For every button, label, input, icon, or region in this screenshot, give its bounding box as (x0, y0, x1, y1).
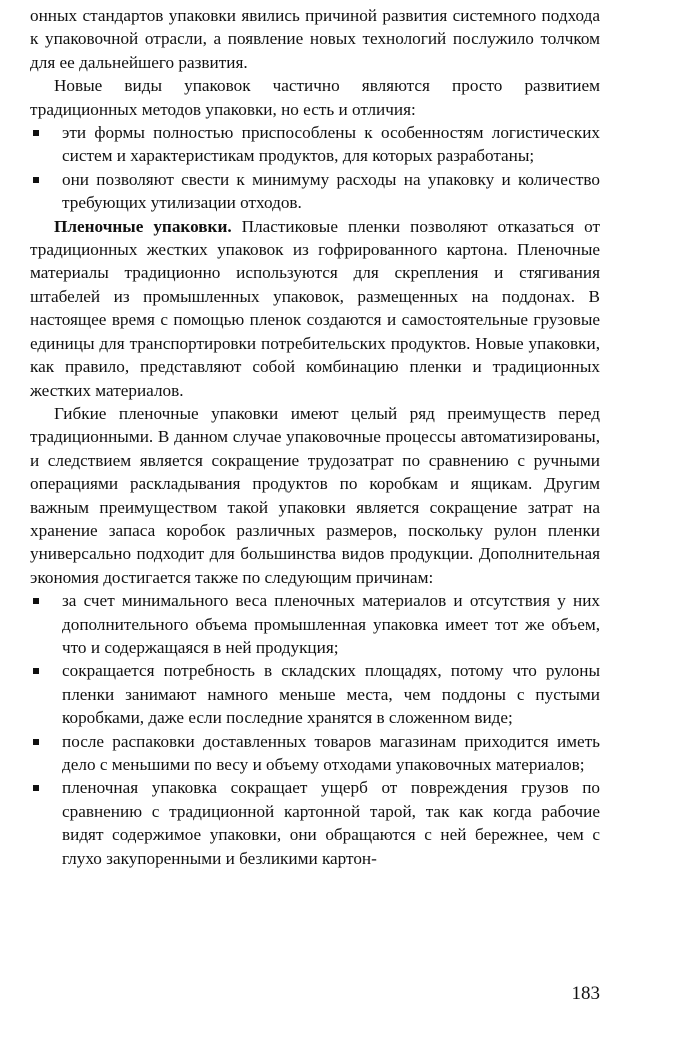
list-item-text: за счет минимального веса пленочных материалов и отсутствия у них дополнительного объема промышленная упаковка имеет тот же объем, что и содержащаяся в ней продукция; (62, 591, 600, 657)
flexible-paragraph: Гибкие пленочные упаковки имеют целый ряд преимуществ перед традиционными. В данном случае упаковочные процессы автоматизированы, и следствием является сокращение трудозатрат по сравнению с ручными операциями раскладывания продуктов по коробкам и ящикам. Другим важным преимуществом такой упаковки является сокращение затрат на хранение запаса коробок различных размеров, поскольку рулон пленки универсально подходит для большинства видов продукции. Дополнительная экономия достигается также по следующим причинам: (30, 403, 600, 587)
bullet-icon (33, 598, 39, 604)
film-heading: Пленочные упаковки. (54, 216, 232, 236)
list-item (30, 659, 600, 729)
bullet-icon (33, 668, 39, 674)
list-item (30, 589, 600, 659)
new-types-paragraph: Новые виды упаковок частично являются просто развитием традиционных методов упаковки, но есть и отличия: (30, 76, 600, 119)
page-number: 183 (571, 983, 600, 1004)
list-item (30, 776, 600, 870)
list-item (30, 168, 600, 215)
bullet-icon (33, 130, 39, 136)
bullet-list-1 (30, 121, 600, 215)
bullet-list-2 (30, 589, 600, 870)
list-item-text: эти формы полностью приспособлены к особенностям логистических систем и характеристикам продуктов, для которых разработаны; (62, 123, 600, 166)
list-item-text: они позволяют свести к минимуму расходы на упаковку и количество требующих утилизации отходов. (62, 169, 600, 213)
book-page (30, 4, 600, 870)
list-item-text: пленочная упаковка сокращает ущерб от повреждения грузов по сравнению с традиционной картонной тарой, так как когда рабочие видят содержимое упаковки, они обращаются с ней бережнее, чем с глухо закупоренными и безликими картон- (62, 778, 600, 868)
list-item (30, 730, 600, 777)
bullet-icon (33, 739, 39, 745)
bullet-icon (33, 177, 39, 183)
film-paragraph (30, 215, 600, 402)
list-item-text: после распаковки доставленных товаров магазинам приходится иметь дело с меньшими по весу и объему отходами упаковочных материалов; (62, 731, 600, 774)
bullet-icon (33, 785, 39, 791)
list-item-text: сокращается потребность в складских площадях, потому что рулоны пленки занимают намного меньше места, чем поддоны с пустыми коробками, даже если последние хранятся в сложенном виде; (62, 661, 600, 728)
list-item (30, 121, 600, 168)
intro-paragraph: онных стандартов упаковки явились причиной развития системного подхода к упаковочной отрасли, а появление новых технологий послужило толчком для ее дальнейшего развития. (30, 6, 600, 72)
film-paragraph-text: Пластиковые пленки позволяют отказаться от традиционных жестких упаковок из гофрированного картона. Пленочные материалы традиционно используются для скрепления и стягивания штабелей из промышленных упаковок, размещенных на поддонах. В настоящее время с помощью пленок создаются и самостоятельные грузовые единицы для транспортировки потребительских продуктов. Новые упаковки, как правило, представляют собой комбинацию пленки и традиционных жестких материалов. (30, 216, 600, 400)
